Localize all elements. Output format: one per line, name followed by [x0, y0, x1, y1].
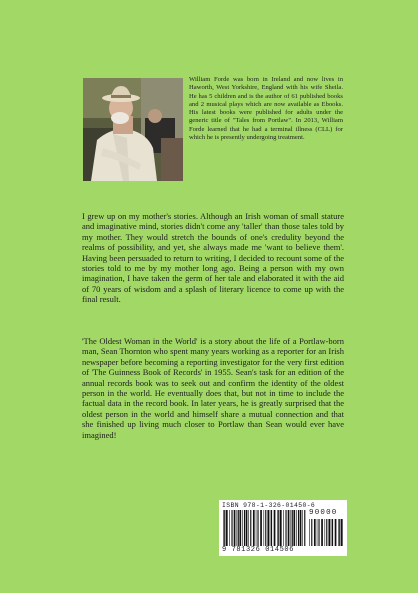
- price-code: 90000: [309, 509, 338, 517]
- barcode-bars: [223, 510, 307, 546]
- isbn-barcode: [219, 500, 347, 556]
- barcode-number: 9 781326 014506: [222, 546, 295, 554]
- author-bio: William Forde was born in Ireland and now lives in Haworth, West Yorkshire, England with his wife Sheila. He has 5 children and is the author of 61 published books and 2 musical plays which are now available as Ebooks. His latest books were published for adults under the generic title of "Tales from Portlaw". In 2013, William Forde learned that he had a terminal illness (CLL) for which he is presently undergoing treatment.: [189, 76, 343, 141]
- isbn-label: ISBN 978-1-326-01450-6: [222, 502, 316, 509]
- barcode-addon-bars: [309, 519, 343, 546]
- blurb-paragraph-2: 'The Oldest Woman in the World' is a story about the life of a Portlaw-born man, Sean Thornton who spent many years working as a reporter for an Irish newspaper before becoming a reporting investigator for the very first edition of 'The Guinness Book of Records' in 1955. Sean's task for an edition of the annual records book was to seek out and confirm the identity of the oldest person in the world. He eventually does that, but not in time to include the factual data in the record book. In later years, he is greatly surprised that the oldest person in the world and himself share a mutual connection and that she finished up living much closer to Portlaw than Sean would ever have imagined!: [82, 336, 344, 440]
- author-photo: [83, 78, 183, 181]
- blurb-paragraph-1: I grew up on my mother's stories. Although an Irish woman of small stature and imaginative mind, stories didn't come any 'taller' than those tales told by my mother. They would stretch the bounds of one's credulity beyond the realms of possibility, and yet, she always made me 'want to believe them'. Having been persuaded to return to writing, I decided to recount some of the stories told to me by my mother long ago. Being a person with my own imagination, I have taken the germ of her tale and elaborated it with the aid of 70 years of wisdom and a splash of literary licence to come up with the final result.: [82, 211, 344, 305]
